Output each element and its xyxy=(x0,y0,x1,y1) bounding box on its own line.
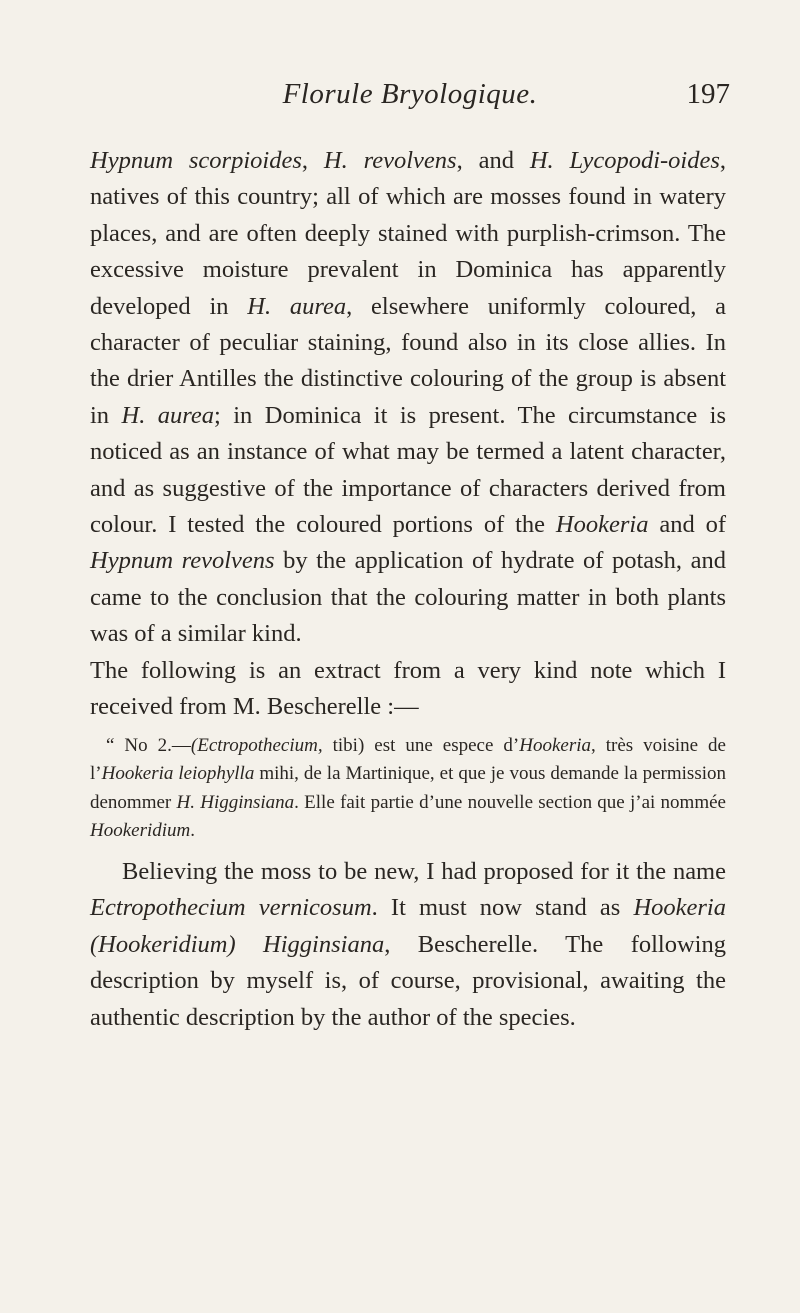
text-run: . xyxy=(190,820,196,842)
taxon-name: Hookeridium xyxy=(90,820,191,842)
paragraph-3 xyxy=(90,854,726,1036)
text-run: , Bescherelle. The following description by myself is, of course, provisional, awaiting the authentic description by the author of the species. xyxy=(90,930,726,1031)
running-title: Florule Bryologique. xyxy=(282,78,538,110)
taxon-name: Ectropothecium vernicosum xyxy=(90,894,372,922)
taxon-name: Hookeria xyxy=(555,511,649,539)
text-block xyxy=(90,143,726,1036)
text-run: , and xyxy=(456,147,530,174)
taxon-name: Hookeria (Hookeridium) Higginsiana xyxy=(90,894,726,958)
taxon-name: Hookeria leiophylla xyxy=(101,763,255,785)
text-run: tibi) est une espece d’ xyxy=(322,734,520,756)
taxon-name: H. revolvens xyxy=(323,147,457,174)
quoted-note xyxy=(90,732,726,846)
text-run: Believing the moss to be new, I had proposed for it the name xyxy=(122,857,726,885)
paragraph-2 xyxy=(90,653,726,726)
taxon-name: (Ectropothecium, xyxy=(190,734,323,756)
text-run: . It must now stand as xyxy=(371,894,634,922)
taxon-name: Hypnum scorpioides xyxy=(90,147,302,174)
text-run: , elsewhere uniformly coloured, a character of peculiar staining, found also in its close allies. In the drier Antilles the distinctive colouring of the group is absent in xyxy=(90,292,726,429)
text-run: , xyxy=(301,147,324,174)
text-run: and of xyxy=(648,511,726,539)
taxon-name: H. aurea xyxy=(121,401,215,429)
page-number: 197 xyxy=(686,78,730,110)
taxon-name: H. Lycopodi-oides xyxy=(529,147,720,174)
running-head xyxy=(90,78,730,118)
taxon-name: H. aurea xyxy=(247,292,347,320)
text-run: . Elle fait partie d’une nouvelle section que j’ai nommée xyxy=(294,791,726,813)
paragraph-1 xyxy=(90,143,726,653)
text-run: mihi, de la Martinique, et que je vous demande la permission denommer xyxy=(90,763,726,813)
text-run: by the application of hydrate of potash, and came to the conclusion that the colouring matter in both plants was of a similar kind. xyxy=(90,547,726,648)
text-run: , natives of this country; all of which are mosses found in watery places, and are often deeply stained with purplish-crimson. The excessive moisture prevalent in Dominica has apparently developed in xyxy=(90,147,726,320)
taxon-name: H. Higginsiana xyxy=(176,791,295,813)
taxon-name: Hookeria xyxy=(519,734,592,756)
text-run: , très voisine de l’ xyxy=(90,734,726,785)
text-run: ; in Dominica it is present. The circumstance is noticed as an instance of what may be termed a latent character, and as suggestive of the importance of characters derived from colour. I tested the coloured portions of the xyxy=(90,401,727,539)
text-run: The following is an extract from a very kind note which I received from M. Bescherelle :— xyxy=(90,656,726,721)
taxon-name: Hypnum revolvens xyxy=(90,547,275,575)
text-run: “ No 2.— xyxy=(106,734,191,756)
